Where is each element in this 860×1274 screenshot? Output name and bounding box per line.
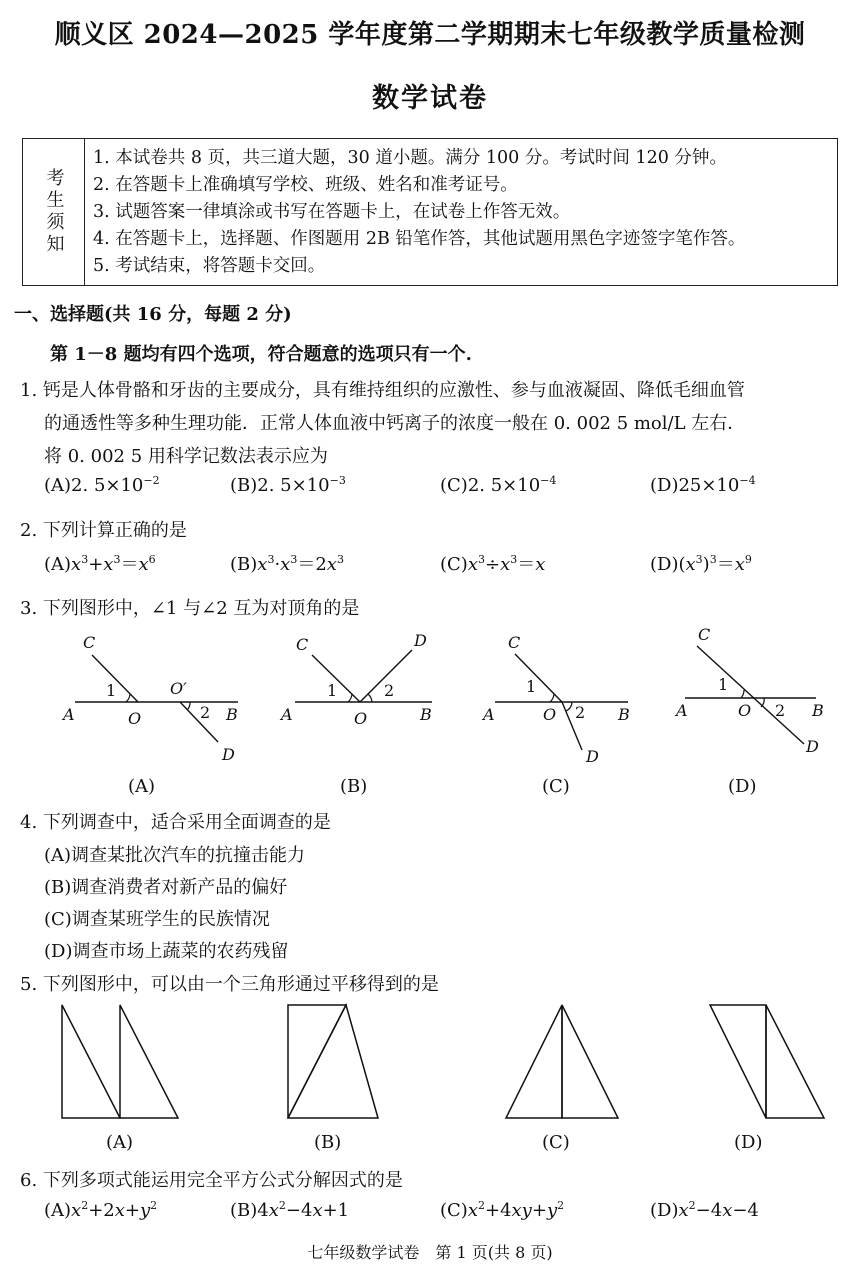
q5-caption-d: (D) [734, 1132, 763, 1153]
point-label: C [698, 625, 711, 644]
point-label: B [420, 705, 432, 724]
option-label: (C) [440, 475, 468, 496]
q5-figure-c[interactable] [506, 1005, 618, 1118]
section-instruction: 第 1－8 题均有四个选项，符合题意的选项只有一个. [50, 344, 472, 365]
q3-caption-d: (D) [728, 776, 757, 797]
point-label: D [586, 747, 599, 766]
q3-caption-a: (A) [128, 776, 156, 797]
angle-label: 1 [106, 681, 117, 700]
angle-label: 2 [384, 681, 395, 700]
option-label: (C) [440, 554, 468, 575]
option-value: 2. 5×10 [71, 475, 144, 496]
point-label: D [414, 631, 427, 650]
exponent: −4 [540, 474, 557, 487]
notice-item: 5. 考试结束，将答题卡交回。 [93, 256, 326, 276]
point-label: B [226, 705, 238, 724]
notice-item: 3. 试题答案一律填涂或书写在答题卡上，在试卷上作答无效。 [93, 202, 571, 222]
option-label: (A) [44, 1200, 72, 1221]
angle-label: 1 [526, 677, 537, 696]
notice-item: 2. 在答题卡上准确填写学校、班级、姓名和准考证号。 [93, 175, 518, 195]
q5-figure-d[interactable] [710, 1005, 824, 1118]
angle-label: 2 [775, 701, 786, 720]
exponent: −4 [739, 474, 756, 487]
q1-option-b[interactable] [230, 474, 346, 496]
paper-title: 数学试卷 [372, 83, 488, 114]
q4-option-b[interactable]: (B)调查消费者对新产品的偏好 [44, 877, 288, 898]
option-value: 2. 5×10 [467, 475, 541, 496]
angle-label: 2 [200, 703, 211, 722]
notice-item: 1. 本试卷共 8 页，共三道大题，30 道小题。满分 100 分。考试时间 120 分钟。 [93, 148, 727, 168]
point-label: A [281, 705, 293, 724]
point-label: O [354, 709, 368, 728]
point-label: O [738, 701, 752, 720]
q1-stem-line2: 的通透性等多种生理功能．正常人体血液中钙离子的浓度一般在 0. 002 5 mol/L 左右． [44, 413, 746, 434]
q5-figure-a[interactable] [62, 1005, 178, 1118]
q4-option-a[interactable]: (A)调查某批次汽车的抗撞击能力 [44, 845, 306, 866]
point-label: A [63, 705, 75, 724]
q4-option-d[interactable]: (D)调查市场上蔬菜的农药残留 [44, 941, 289, 962]
point-label: O [543, 705, 557, 724]
q5-stem: 5. 下列图形中，可以由一个三角形通过平移得到的是 [20, 974, 439, 995]
q1-option-c[interactable] [440, 474, 556, 496]
point-label: B [618, 705, 630, 724]
option-label: (D) [650, 1200, 679, 1221]
angle-label: 1 [327, 681, 338, 700]
q5-caption-b: (B) [314, 1132, 342, 1153]
angle-label: 1 [718, 675, 729, 694]
option-label: (C) [440, 1200, 468, 1221]
option-label: (B) [230, 1200, 258, 1221]
notice-list [93, 145, 833, 280]
exponent: −2 [143, 474, 160, 487]
section-heading: 一、选择题(共 16 分，每题 2 分) [14, 304, 292, 325]
candidate-notice-box [22, 138, 838, 286]
q3-caption-c: (C) [542, 776, 570, 797]
q3-figure-d[interactable] [674, 625, 824, 756]
option-label: (D) [650, 554, 679, 575]
option-label: (D) [650, 475, 679, 496]
q3-figure-c[interactable] [481, 633, 630, 766]
option-label: (A) [44, 475, 72, 496]
q3-caption-b: (B) [340, 776, 368, 797]
point-label: D [806, 737, 819, 756]
point-label: A [676, 701, 688, 720]
notice-label-cell [23, 139, 85, 285]
option-label: (B) [230, 554, 258, 575]
point-label: A [483, 705, 495, 724]
q1-option-a[interactable] [44, 474, 160, 496]
q3-figure-b[interactable] [279, 631, 432, 728]
option-value: 2. 5×10 [257, 475, 330, 496]
option-label: (B) [230, 475, 258, 496]
option-value: 25×10 [678, 475, 740, 496]
q5-caption-a: (A) [106, 1132, 134, 1153]
point-label: C [296, 635, 309, 654]
q6-option-a[interactable]: $(A)x^2+2x+y^2$ [44, 1199, 158, 1221]
q1-stem-line3: 将 0. 002 5 用科学记数法表示应为 [44, 446, 328, 467]
option-label: (A) [44, 554, 72, 575]
q3-figure-a[interactable] [61, 633, 238, 764]
q5-figure-b[interactable] [288, 1005, 378, 1118]
point-label: D [222, 745, 235, 764]
q2-stem: 2. 下列计算正确的是 [20, 520, 187, 541]
exam-title: 顺义区 2024—2025 学年度第二学期期末七年级教学质量检测 [54, 20, 806, 50]
q2-option-d[interactable]: $(D)(x^3)^3=x^9$ [650, 553, 752, 575]
q3-stem: 3. 下列图形中，∠1 与∠2 互为对顶角的是 [20, 598, 360, 619]
q4-stem: 4. 下列调查中，适合采用全面调查的是 [20, 812, 331, 833]
q5-caption-c: (C) [542, 1132, 570, 1153]
point-label: B [812, 701, 824, 720]
angle-label: 2 [575, 703, 586, 722]
exponent: −3 [329, 474, 346, 487]
q4-option-c[interactable]: (C)调查某班学生的民族情况 [44, 909, 270, 930]
notice-label: 考生须知 [43, 168, 65, 256]
q1-option-d[interactable] [650, 474, 756, 496]
page-footer: 七年级数学试卷 第 1 页(共 8 页) [307, 1243, 553, 1262]
notice-item: 4. 在答题卡上，选择题、作图题用 2B 铅笔作答，其他试题用黑色字迹签字笔作答。 [93, 229, 746, 249]
q1-stem-line1: 1. 钙是人体骨骼和牙齿的主要成分，具有维持组织的应激性、参与血液凝固、降低毛细血管 [20, 380, 745, 401]
q6-stem: 6. 下列多项式能运用完全平方公式分解因式的是 [20, 1170, 403, 1191]
point-label: O′ [170, 679, 187, 698]
point-label: O [128, 709, 142, 728]
q2-option-b[interactable]: $(B)x^3\cdot x^3=2x^3$ [230, 553, 344, 575]
q6-option-d[interactable]: $(D)x^2-4x-4$ [650, 1199, 759, 1221]
point-label: C [83, 633, 96, 652]
q2-option-a[interactable]: $(A)x^3+x^3=x^6$ [44, 553, 156, 575]
q3-angle-figures [0, 620, 860, 780]
q6-option-b[interactable]: $(B)4x^2-4x+1$ [230, 1199, 350, 1221]
q6-option-c[interactable]: $(C)x^2+4xy+y^2$ [440, 1199, 565, 1221]
q2-option-c[interactable]: $(C)x^3\div x^3=x$ [440, 553, 546, 575]
point-label: C [508, 633, 521, 652]
q5-triangle-figures [0, 1000, 860, 1125]
